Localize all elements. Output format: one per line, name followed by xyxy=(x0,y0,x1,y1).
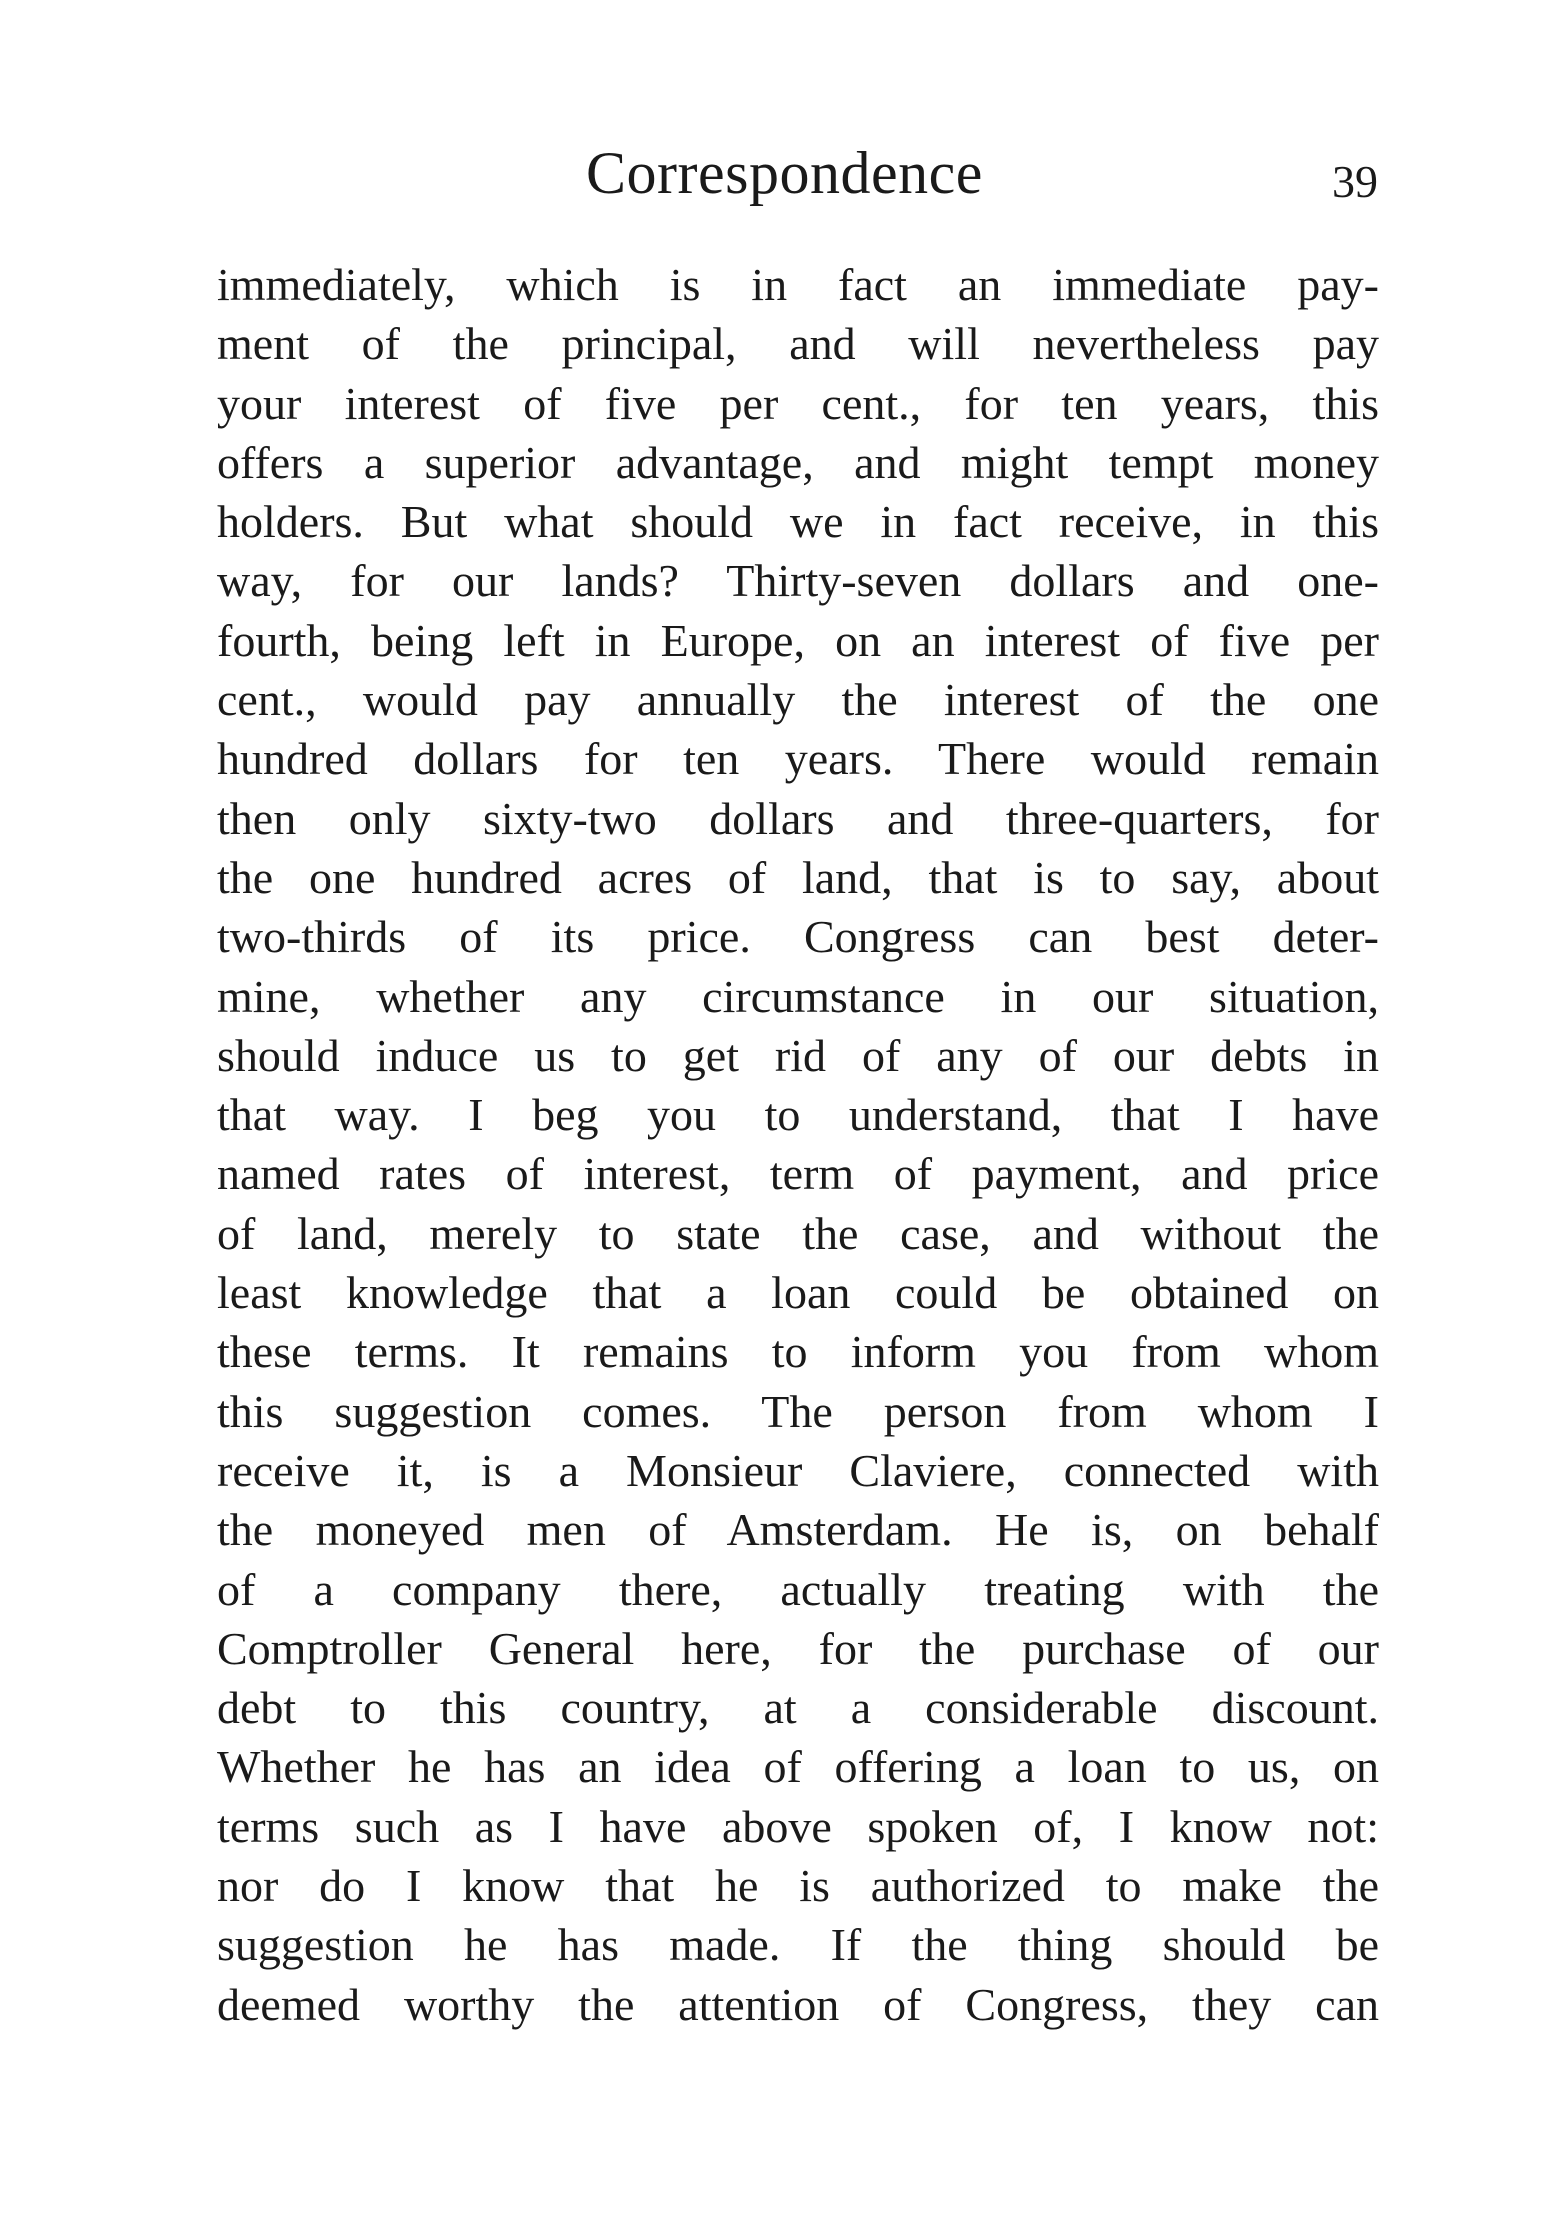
text-line: cent., would pay annually the interest of the one xyxy=(217,674,1379,726)
text-line: debt to this country, at a considerable discount. xyxy=(217,1682,1379,1734)
text-line: fourth, being left in Europe, on an interest of five per xyxy=(217,614,1379,666)
text-line: immediately, which is in fact an immediate pay- xyxy=(217,259,1379,310)
text-line: named rates of interest, term of payment, and price xyxy=(217,1148,1379,1200)
text-line: receive it, is a Monsieur Claviere, connected with xyxy=(217,1444,1379,1496)
text-line: of land, merely to state the case, and without the xyxy=(217,1207,1379,1259)
text-line: least knowledge that a loan could be obtained on xyxy=(217,1267,1379,1319)
text-line: hundred dollars for ten years. There would remain xyxy=(217,733,1379,785)
body-text xyxy=(217,255,1379,2034)
text-line: terms such as I have above spoken of, I know not: xyxy=(217,1800,1379,1852)
text-line: Whether he has an idea of offering a loan to us, on xyxy=(217,1741,1379,1793)
text-line: deemed worthy the attention of Congress, they can xyxy=(217,1978,1379,2030)
text-line: way, for our lands? Thirty-seven dollars and one- xyxy=(217,555,1379,607)
text-line: the one hundred acres of land, that is to say, about xyxy=(217,851,1379,903)
text-line: two-thirds of its price. Congress can best deter- xyxy=(217,911,1379,963)
text-line: mine, whether any circumstance in our situation, xyxy=(217,970,1379,1022)
text-line: should induce us to get rid of any of our debts in xyxy=(217,1029,1379,1081)
text-line: this suggestion comes. The person from whom I xyxy=(217,1385,1379,1437)
text-line: then only sixty-two dollars and three-quarters, for xyxy=(217,792,1379,844)
page-number: 39 xyxy=(1332,156,1378,207)
text-line: nor do I know that he is authorized to make the xyxy=(217,1860,1379,1912)
text-line: suggestion he has made. If the thing should be xyxy=(217,1919,1379,1971)
text-line: the moneyed men of Amsterdam. He is, on behalf xyxy=(217,1504,1379,1556)
running-title: Correspondence xyxy=(586,140,983,206)
text-line: holders. But what should we in fact receive, in this xyxy=(217,496,1379,548)
text-line: of a company there, actually treating with the xyxy=(217,1563,1379,1615)
text-line: ment of the principal, and will nevertheless pay xyxy=(217,318,1379,370)
text-line: offers a superior advantage, and might tempt money xyxy=(217,436,1379,488)
text-line: your interest of five per cent., for ten years, this xyxy=(217,377,1379,429)
text-line: Comptroller General here, for the purchase of our xyxy=(217,1622,1379,1674)
text-line: these terms. It remains to inform you from whom xyxy=(217,1326,1379,1378)
text-line: that way. I beg you to understand, that I have xyxy=(217,1089,1379,1141)
